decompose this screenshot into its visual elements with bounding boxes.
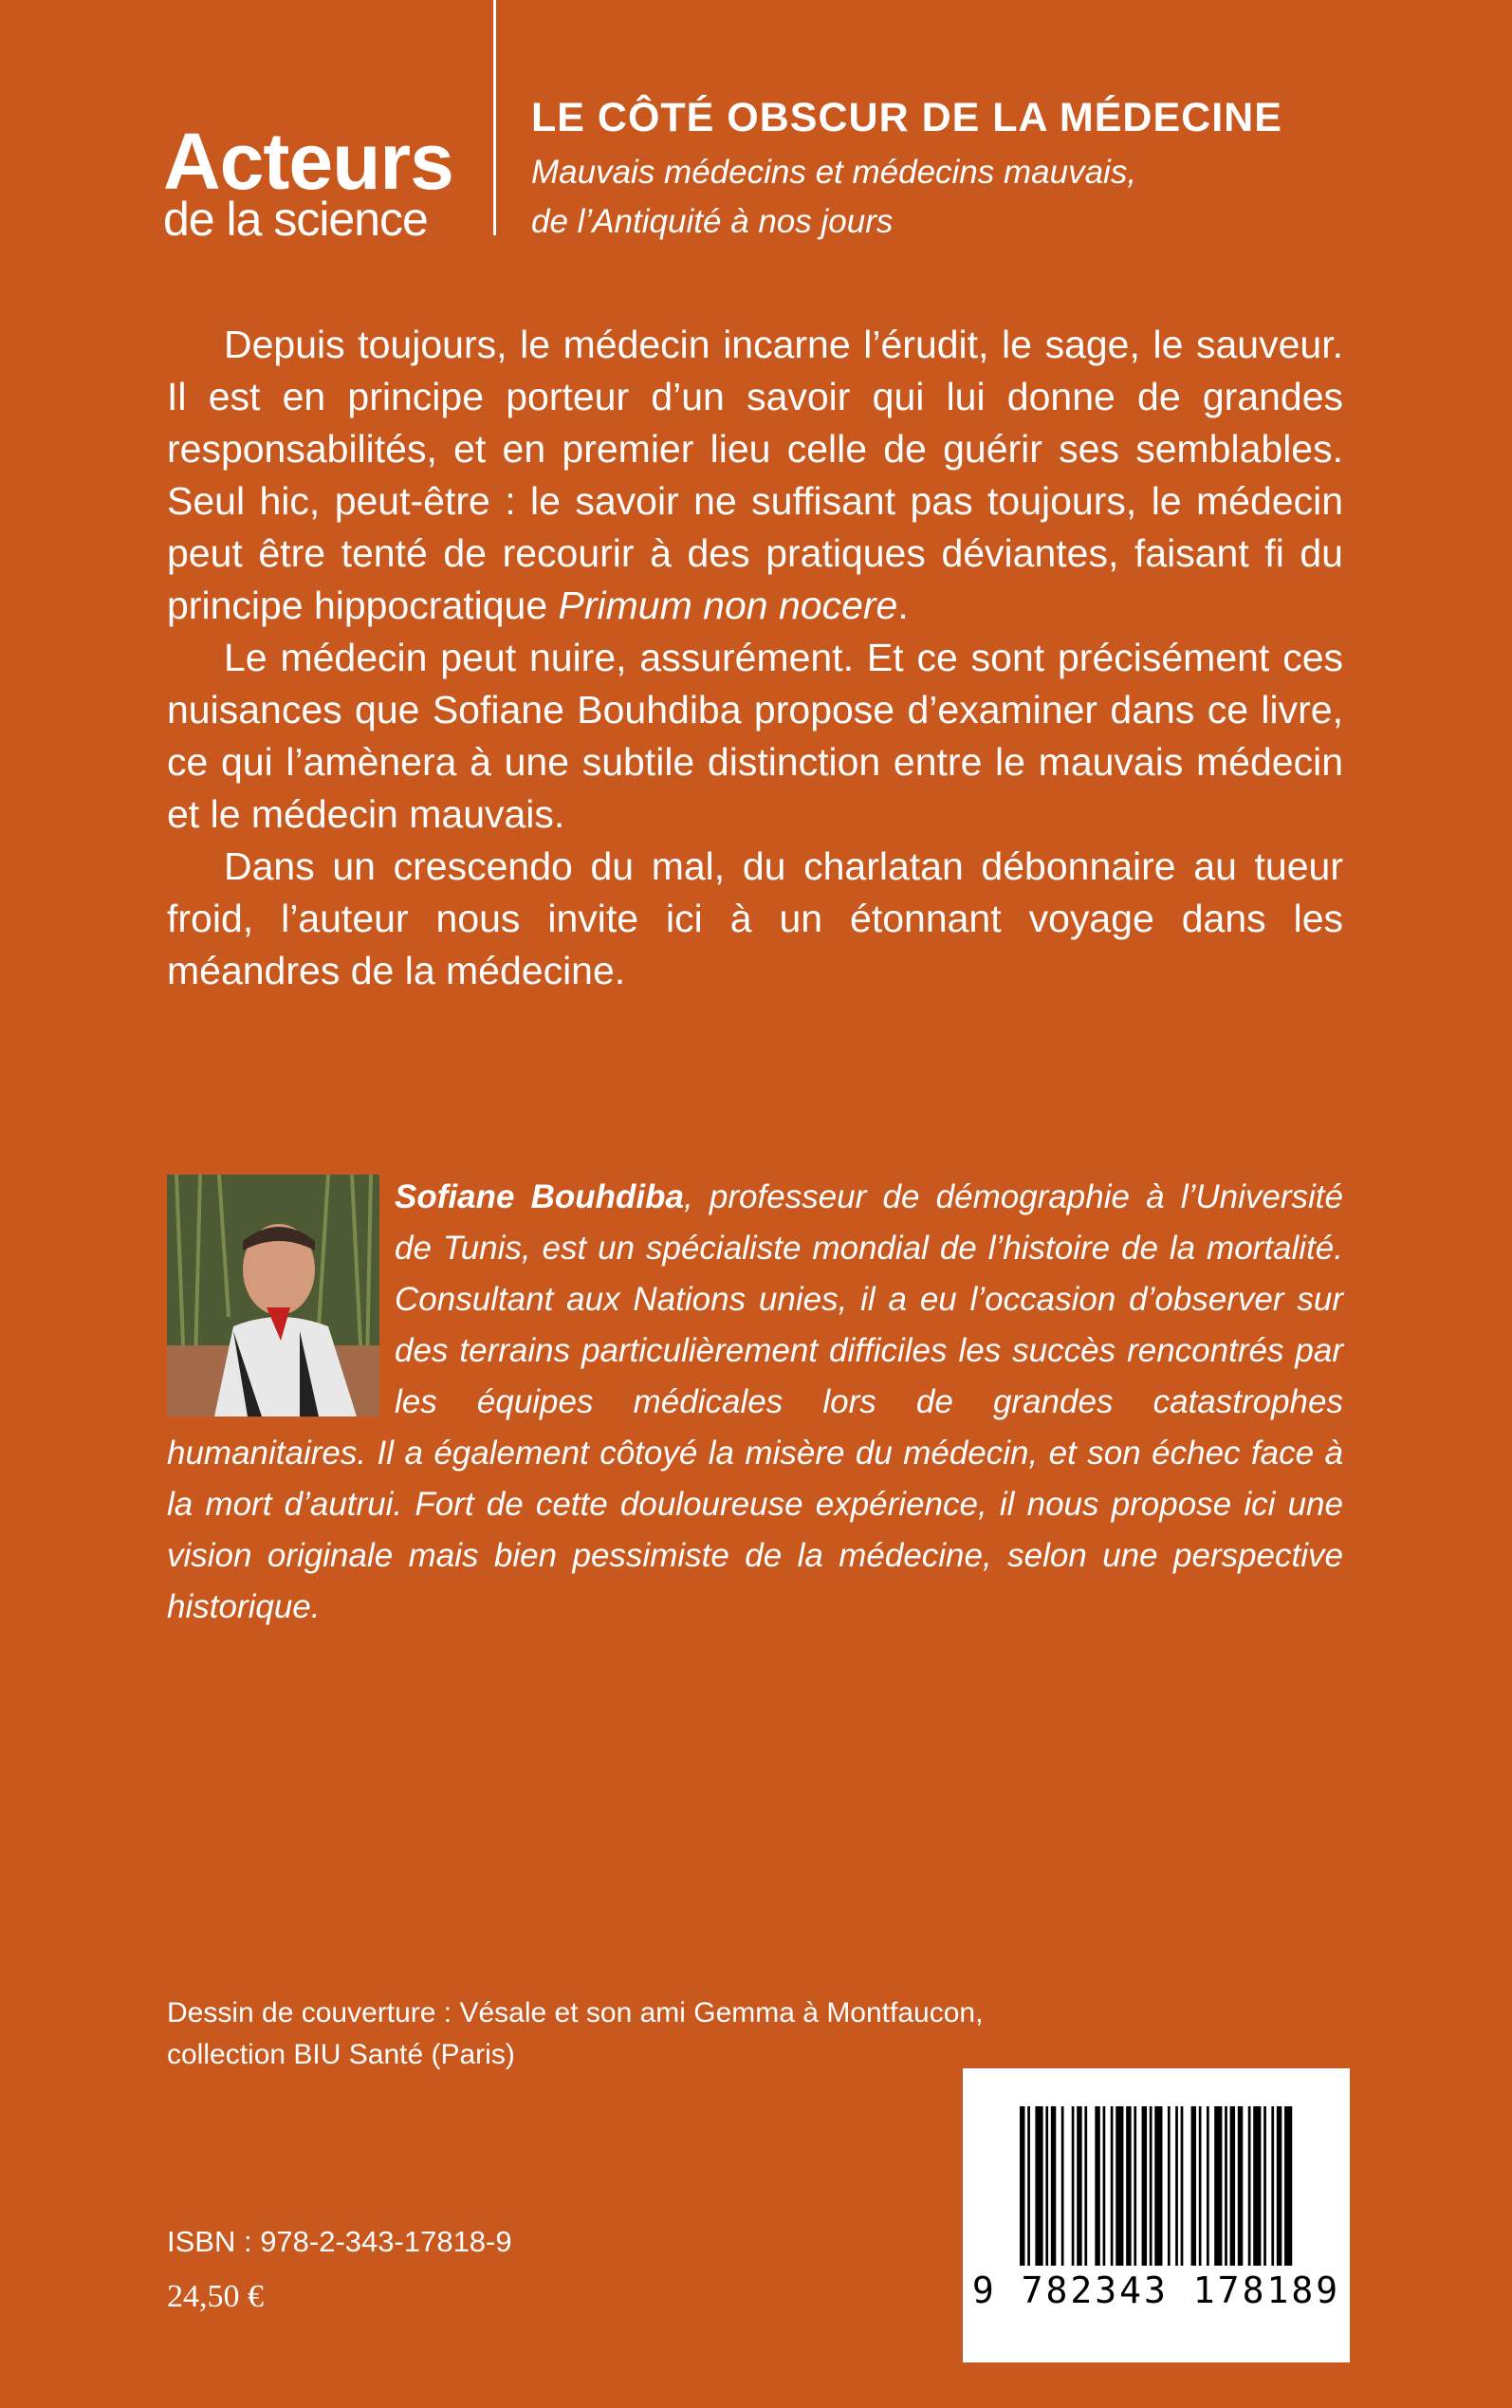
author-bio-text: , professeur de démographie à l’Université de Tunis, est un spécialiste mondial de l’histoire de la mortalité. Consultant aux Nations unies, il a eu l’occasion d’observer sur des terrains particulièrement difficiles les succès rencontrés par les équipes médicales lors de grandes catastrophes humanitaires. Il a également côtoyé la misère du médecin, et son échec face à la mort d’autrui. Fort de cette douloureuse expérience, il nous propose ici une vision originale mais bien pessimiste de la médecine, selon une perspective historique. (167, 1178, 1344, 1625)
barcode-bars (1020, 2106, 1295, 2266)
blurb-paragraph-3: Dans un crescendo du mal, du charlatan débonnaire au tueur froid, l’auteur nous invite ici à un étonnant voyage dans les méandres de la médecine. (167, 844, 1343, 992)
barcode-digits: 9 782343 178189 (971, 2269, 1341, 2311)
blurb-paragraph-1 (167, 319, 1343, 632)
cover-credit (167, 1992, 1116, 2076)
cover-credit-line2: collection BIU Santé (Paris) (167, 2039, 515, 2070)
title-block (531, 91, 1442, 250)
blurb (167, 319, 1343, 997)
barcode (963, 2068, 1350, 2362)
series-name: Acteurs (163, 117, 453, 206)
author-bio (167, 1172, 1343, 1633)
header-divider (493, 0, 496, 235)
author-name: Sofiane Bouhdiba (395, 1178, 684, 1215)
isbn: ISBN : 978-2-343-17818-9 (167, 2225, 512, 2258)
book-subtitle-line2: de l’Antiquité à nos jours (531, 203, 894, 240)
price: 24,50 € (167, 2279, 264, 2314)
book-subtitle-line1: Mauvais médecins et médecins mauvais, (531, 154, 1137, 191)
blurb-paragraph-2: Le médecin peut nuire, assurément. Et ce sont précisément ces nuisances que Sofiane Bouhdiba propose d’examiner dans ce livre, ce qui l’amènera à une subtile distinction entre le mauvais médecin et le médecin mauvais. (167, 636, 1343, 836)
blurb-p1-italic: Primum non nocere (558, 583, 898, 627)
series-subtitle: de la science (163, 193, 428, 246)
blurb-p1-text: Depuis toujours, le médecin incarne l’érudit, le sage, le sauveur. Il est en principe porteur d’un savoir qui lui donne de grandes responsabilités, et en premier lieu celle de guérir ses semblables. Seul hic, peut-être : le savoir ne suffisant pas toujours, le médecin peut être tenté de recourir à des pratiques déviantes, faisant fi du principe hippocratique (167, 323, 1343, 627)
blurb-p1-end: . (897, 583, 909, 627)
series-logo (163, 117, 467, 246)
book-title: LE CÔTÉ OBSCUR DE LA MÉDECINE (531, 95, 1282, 140)
cover-credit-line1: Dessin de couverture : Vésale et son ami Gemma à Montfaucon, (167, 1997, 984, 2028)
